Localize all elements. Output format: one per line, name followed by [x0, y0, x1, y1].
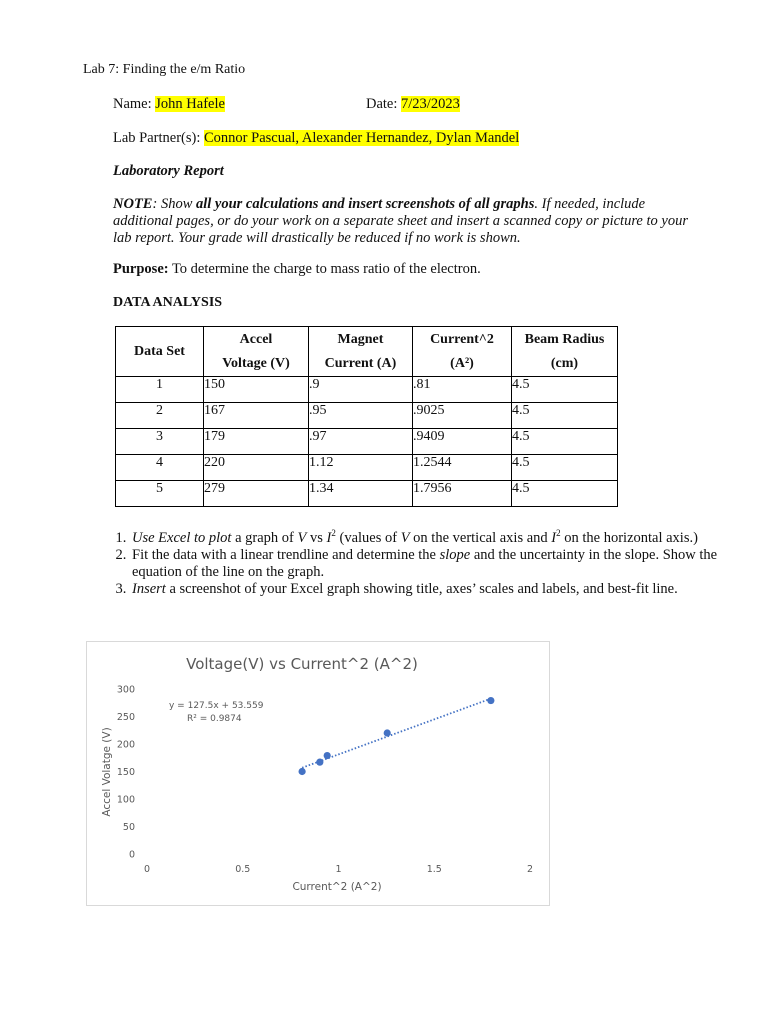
date-label: Date:: [366, 96, 398, 112]
y-tick-labels: [117, 685, 135, 861]
instruction-list: [100, 525, 720, 598]
note-bold: all your calculations and insert screenshots of all graphs: [195, 196, 535, 212]
table-row: [116, 429, 618, 455]
note-label: NOTE: [113, 196, 153, 212]
note-rest: . If needed, include additional pages, or do your work on a separate sheet and insert a scanned copy or picture to your lab report. Your grade will drastically be reduced if no work is shown.: [113, 196, 688, 246]
table-cell: 4.5: [512, 429, 618, 455]
table-cell: .97: [309, 429, 413, 455]
x-tick-label: 1: [335, 864, 342, 875]
partners-label: Lab Partner(s):: [113, 130, 201, 146]
trendline-equation: y = 127.5x + 53.559: [169, 701, 264, 711]
data-point: [324, 752, 331, 759]
y-tick-label: 300: [116, 684, 135, 696]
table-row: [116, 403, 618, 429]
scatter-chart: [87, 642, 549, 905]
table-cell: .9: [309, 377, 413, 403]
instruction-item-1: 1. Use Excel to plot a graph of V vs $I^2$ (values of V on the vertical axis and $I^2$ on the horizontal axis.): [130, 525, 720, 547]
note-paragraph: [113, 196, 698, 247]
header-accel-voltage: Accel Voltage (V): [204, 327, 309, 377]
purpose-label: Purpose:: [113, 261, 169, 277]
x-tick-labels: [144, 864, 533, 875]
name-value: John Hafele: [155, 96, 225, 112]
table-cell: 1.34: [309, 481, 413, 507]
table-header-row: [116, 327, 618, 377]
partners-line: [113, 130, 519, 147]
trendline-r-squared: R² = 0.9874: [187, 714, 242, 724]
table-cell: 4.5: [512, 377, 618, 403]
data-analysis-heading: DATA ANALYSIS: [113, 295, 223, 310]
table-cell: 3: [116, 429, 204, 455]
report-heading: Laboratory Report: [113, 163, 224, 179]
chart-container: [86, 641, 550, 906]
table-cell: 5: [116, 481, 204, 507]
header-data-set: Data Set: [116, 327, 204, 377]
data-point: [384, 729, 391, 736]
y-tick-label: 150: [116, 767, 135, 778]
table-cell: .9025: [413, 403, 512, 429]
table-cell: .81: [413, 377, 512, 403]
table-cell: 1.2544: [413, 455, 512, 481]
partners-value: Connor Pascual, Alexander Hernandez, Dylan Mandel: [204, 130, 520, 146]
table-cell: 4.5: [512, 455, 618, 481]
table-cell: 1.7956: [413, 481, 512, 507]
header-magnet-current: Magnet Current (A): [309, 327, 413, 377]
table-cell: 4: [116, 455, 204, 481]
x-axis-label: Current^2 (A^2): [292, 881, 382, 893]
y-tick-label: 0: [128, 849, 135, 861]
document-title: Lab 7: Finding the e/m Ratio: [83, 62, 246, 77]
table-cell: 220: [204, 455, 309, 481]
table-row: [116, 481, 618, 507]
x-tick-label: 2: [526, 864, 534, 875]
instruction-item-2: 2. Fit the data with a linear trendline and determine the slope and the uncertainty in the slope. Show the equation of the line on the graph.: [130, 547, 720, 581]
table-cell: .9409: [413, 429, 512, 455]
data-point: [299, 768, 306, 775]
table-cell: 167: [204, 403, 309, 429]
data-table: [115, 326, 618, 507]
y-tick-label: 200: [116, 739, 135, 751]
data-points: [299, 697, 495, 775]
x-tick-label: 1.5: [426, 864, 442, 875]
y-axis-label: Accel Volatge (V): [101, 727, 113, 817]
header-beam-radius: Beam Radius (cm): [512, 327, 618, 377]
y-tick-label: 100: [116, 794, 135, 806]
table-row: [116, 455, 618, 481]
name-label: Name:: [113, 96, 152, 112]
table-row: [116, 377, 618, 403]
x-tick-label: 0: [143, 864, 151, 875]
table-cell: 4.5: [512, 481, 618, 507]
x-tick-label: 0.5: [235, 864, 251, 875]
table-cell: .95: [309, 403, 413, 429]
table-cell: 179: [204, 429, 309, 455]
purpose-line: [113, 261, 481, 278]
chart-title: Voltage(V) vs Current^2 (A^2): [186, 655, 418, 673]
instruction-item-3: 3. Insert a screenshot of your Excel graph showing title, axes’ scales and labels, and best-fit line.: [130, 581, 720, 598]
table-cell: 150: [204, 377, 309, 403]
table-cell: 1: [116, 377, 204, 403]
table-cell: 279: [204, 481, 309, 507]
table-cell: 4.5: [512, 403, 618, 429]
data-point: [316, 759, 323, 766]
y-tick-label: 250: [116, 712, 135, 723]
data-point: [487, 697, 494, 704]
table-cell: 1.12: [309, 455, 413, 481]
note-part1: : Show: [152, 196, 196, 212]
header-current-squared: Current^2 (A²): [413, 327, 512, 377]
purpose-text: To determine the charge to mass ratio of the electron.: [168, 261, 481, 277]
date-line: [366, 96, 460, 113]
name-line: [113, 96, 225, 113]
date-value: 7/23/2023: [401, 96, 460, 112]
y-tick-label: 50: [122, 822, 135, 833]
table-cell: 2: [116, 403, 204, 429]
trendline: [302, 699, 491, 768]
